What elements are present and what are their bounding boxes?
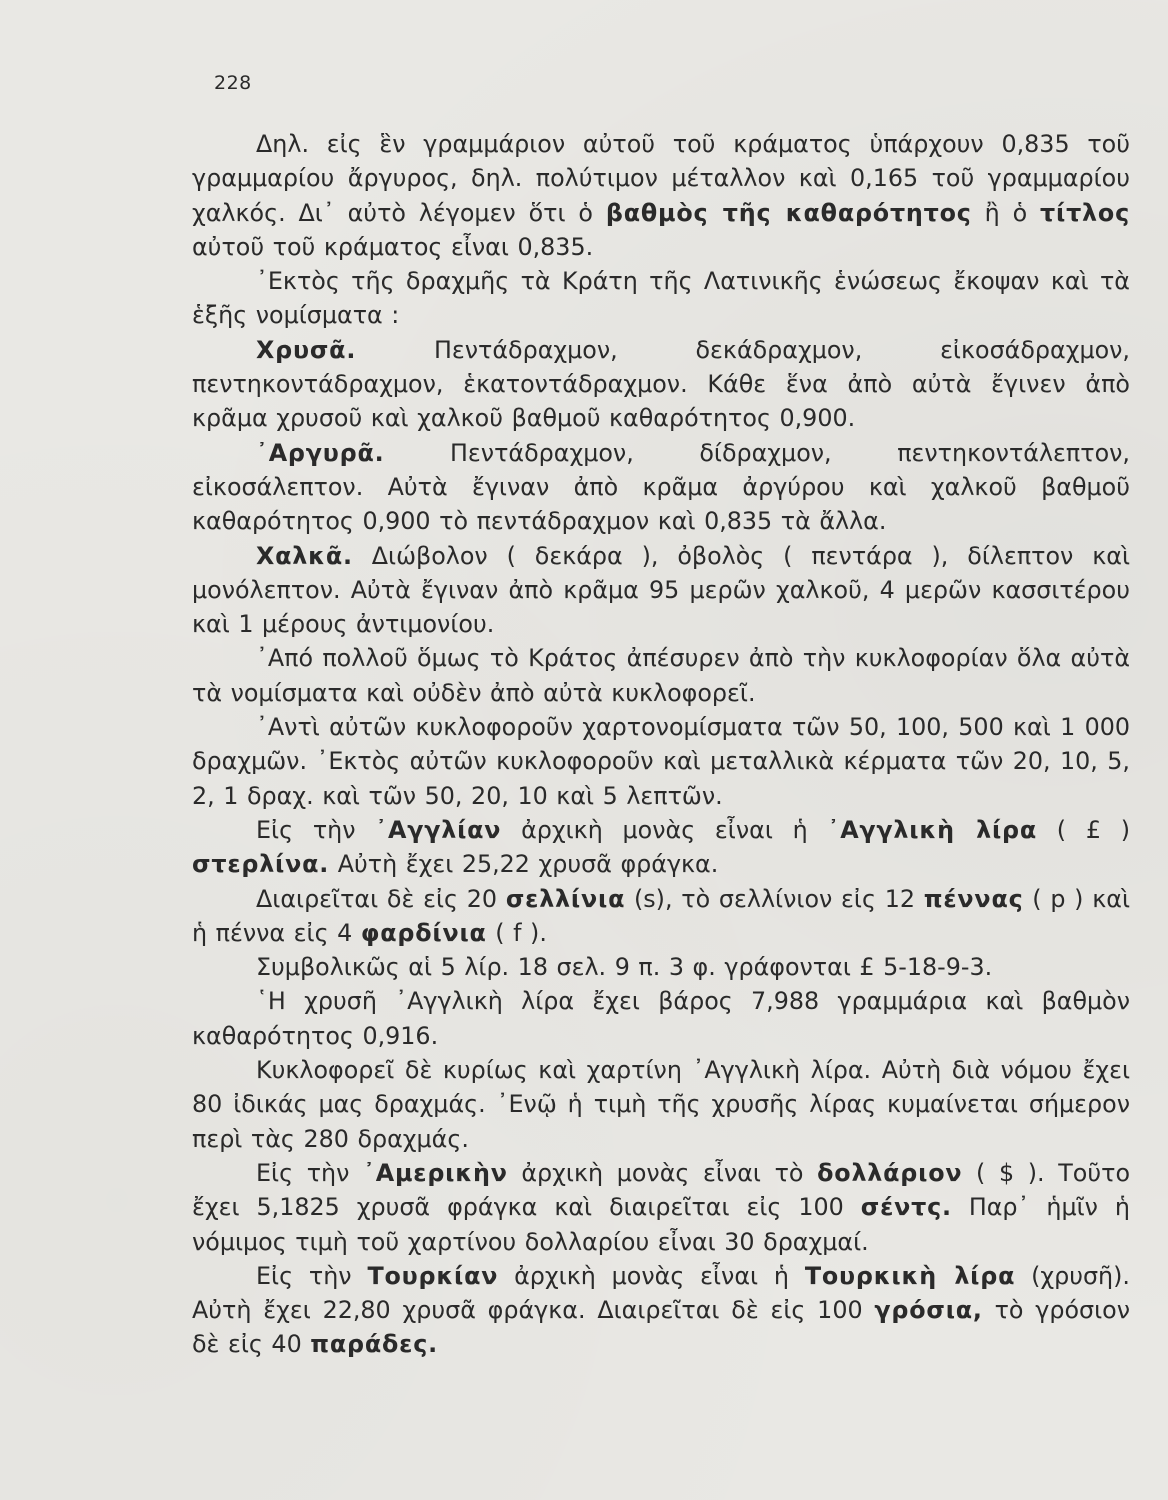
text-run: Εἰς τὴν (256, 1261, 368, 1290)
text-run: ( $ ). Τοῦτο ἔχει 5,1825 χρυσᾶ φράγκα καὶ διαιρεῖται εἰς 100 (192, 1158, 1131, 1222)
text-run: Πεντάδραχμον, δίδραχμον, πεντηκοντάλεπτον, εἰκοσάλεπτον. Αὐτὰ ἔγιναν ἀπὸ κρᾶμα ἀργύρου καὶ χαλκοῦ βαθμοῦ καθαρότητος 0,900 τὸ πεντάδραχμον καὶ 0,835 τὰ ἄλλα. (192, 438, 1130, 536)
paragraph (192, 436, 1130, 539)
bold-term: παράδες. (310, 1330, 438, 1359)
text-run: Δηλ. εἰς ἓν γραμμάριον αὐτοῦ τοῦ κράματος ὑπάρχουν 0,835 τοῦ γραμμαρίου ἄργυρος, δηλ. πολύτιμον μέταλλον καὶ 0,165 τοῦ γραμμαρίου χαλκός. Δι᾽ αὐτὸ λέγομεν ὅτι ὁ (192, 130, 1130, 227)
paragraph (192, 127, 1130, 264)
text-run: τὸ γρόσιον δὲ εἰς 40 (192, 1296, 1130, 1359)
paragraph (192, 984, 1130, 1053)
text-run: Εἰς τὴν (256, 1158, 364, 1187)
text-run: ἀρχικὴ μονὰς εἶναι τὸ (507, 1158, 818, 1187)
paragraph (192, 813, 1130, 882)
bold-term: Χρυσᾶ. (256, 335, 357, 364)
bold-term: δολλάριον (817, 1158, 963, 1187)
bold-term: Τουρκικὴ λίρα (804, 1261, 1016, 1290)
page-body (192, 127, 1130, 1362)
bold-term: τίτλος (1040, 198, 1130, 227)
text-run: ἀρχικὴ μονὰς εἶναι ἡ (498, 1261, 805, 1290)
text-run: Συμβολικῶς αἱ 5 λίρ. 18 σελ. 9 π. 3 φ. γράφονται £ 5-18-9-3. (256, 953, 993, 982)
bold-term: ᾽Αργυρᾶ. (256, 438, 385, 467)
bold-term: ᾽Αγγλικὴ λίρα (827, 815, 1038, 844)
text-run: Πεντάδραχμον, δεκάδραχμον, εἰκοσάδραχμον, πεντηκοντάδραχμον, ἑκατοντάδραχμον. Κάθε ἕνα ἀπὸ αὐτὰ ἔγινεν ἀπὸ κρᾶμα χρυσοῦ καὶ χαλκοῦ βαθμοῦ καθαρότητος 0,900. (192, 335, 1130, 433)
paragraph (192, 333, 1130, 436)
text-run: (s), τὸ σελλίνιον εἰς 12 (625, 884, 924, 913)
bold-term: ᾽Αμερικὴν (363, 1158, 508, 1187)
text-run: ᾽Αντὶ αὐτῶν κυκλοφοροῦν χαρτονομίσματα τῶν 50, 100, 500 καὶ 1 000 δραχμῶν. ᾽Εκτὸς αὐτῶν κυκλοφοροῦν καὶ μεταλλικὰ κέρματα τῶν 20, 10, 5, 2, 1 δραχ. καὶ τῶν 50, 20, 10 καὶ 5 λεπτῶν. (192, 713, 1130, 810)
text-run: Διαιρεῖται δὲ εἰς 20 (256, 884, 506, 913)
bold-term: σελλίνια (505, 884, 626, 913)
text-run: ( £ ) (1037, 815, 1131, 844)
paragraph (192, 539, 1130, 642)
text-run: ῾Η χρυσῆ ᾽Αγγλικὴ λίρα ἔχει βάρος 7,988 γραμμάρια καὶ βαθμὸν καθαρότητος 0,916. (192, 987, 1130, 1050)
paragraph (192, 1053, 1130, 1156)
bold-term: γρόσια, (874, 1296, 983, 1325)
paragraph (192, 1156, 1130, 1259)
text-run: ἢ ὁ (971, 198, 1041, 227)
bold-term: σέντς. (860, 1193, 952, 1222)
text-run: αὐτοῦ τοῦ κράματος εἶναι 0,835. (192, 232, 594, 261)
bold-term: ᾽Αγγλίαν (375, 815, 502, 844)
bold-term: βαθμὸς τῆς καθαρότητος (605, 198, 972, 227)
paragraph (192, 1259, 1130, 1362)
text-run: Διώβολον ( δεκάρα ), ὀβολὸς ( πεντάρα ), δίλεπτον καὶ μονόλεπτον. Αὐτὰ ἔγιναν ἀπὸ κρᾶμα 95 μερῶν χαλκοῦ, 4 μερῶν κασσιτέρου καὶ 1 μέρους ἀντιμονίου. (192, 541, 1130, 639)
text-run: Εἰς τὴν (256, 815, 376, 844)
text-run: ᾽Εκτὸς τῆς δραχμῆς τὰ Κράτη τῆς Λατινικῆς ἑνώσεως ἔκοψαν καὶ τὰ ἑξῆς νομίσματα : (192, 267, 1130, 330)
paragraph (192, 710, 1130, 813)
bold-term: Τουρκίαν (367, 1261, 499, 1290)
text-run: ( p ) καὶ ἡ πέννα εἰς 4 (192, 884, 1130, 947)
paragraph (192, 950, 1130, 984)
text-run: Αὐτὴ ἔχει 25,22 χρυσᾶ φράγκα. (329, 850, 719, 879)
text-run: ἀρχικὴ μονὰς εἶναι ἡ (501, 815, 828, 844)
bold-term: φαρδίνια (360, 918, 487, 947)
bold-term: πέννας (923, 884, 1024, 913)
paragraph (192, 882, 1130, 951)
text-run: ( f ). (486, 918, 547, 947)
page-number: 228 (214, 72, 252, 94)
paragraph (192, 641, 1130, 710)
text-run: Παρ᾽ ἡμῖν ἡ νόμιμος τιμὴ τοῦ χαρτίνου δολλαρίου εἶναι 30 δραχμαί. (192, 1193, 1131, 1256)
paragraph (192, 264, 1130, 333)
bold-term: Χαλκᾶ. (256, 541, 353, 570)
text-run: Κυκλοφορεῖ δὲ κυρίως καὶ χαρτίνη ᾽Αγγλικὴ λίρα. Αὐτὴ διὰ νόμου ἔχει 80 ἰδικάς μας δραχμάς. ᾽Ενῷ ἡ τιμὴ τῆς χρυσῆς λίρας κυμαίνεται σήμερον περὶ τὰς 280 δραχμάς. (192, 1056, 1130, 1153)
bold-term: στερλίνα. (192, 850, 330, 879)
text-run: ᾽Από πολλοῦ ὅμως τὸ Κράτος ἀπέσυρεν ἀπὸ τὴν κυκλοφορίαν ὅλα αὐτὰ τὰ νομίσματα καὶ οὐδὲν ἀπὸ αὐτὰ κυκλοφορεῖ. (192, 644, 1130, 707)
text-run: (χρυσῆ). Αὐτὴ ἔχει 22,80 χρυσᾶ φράγκα. Διαιρεῖται δὲ εἰς 100 (192, 1261, 1130, 1325)
